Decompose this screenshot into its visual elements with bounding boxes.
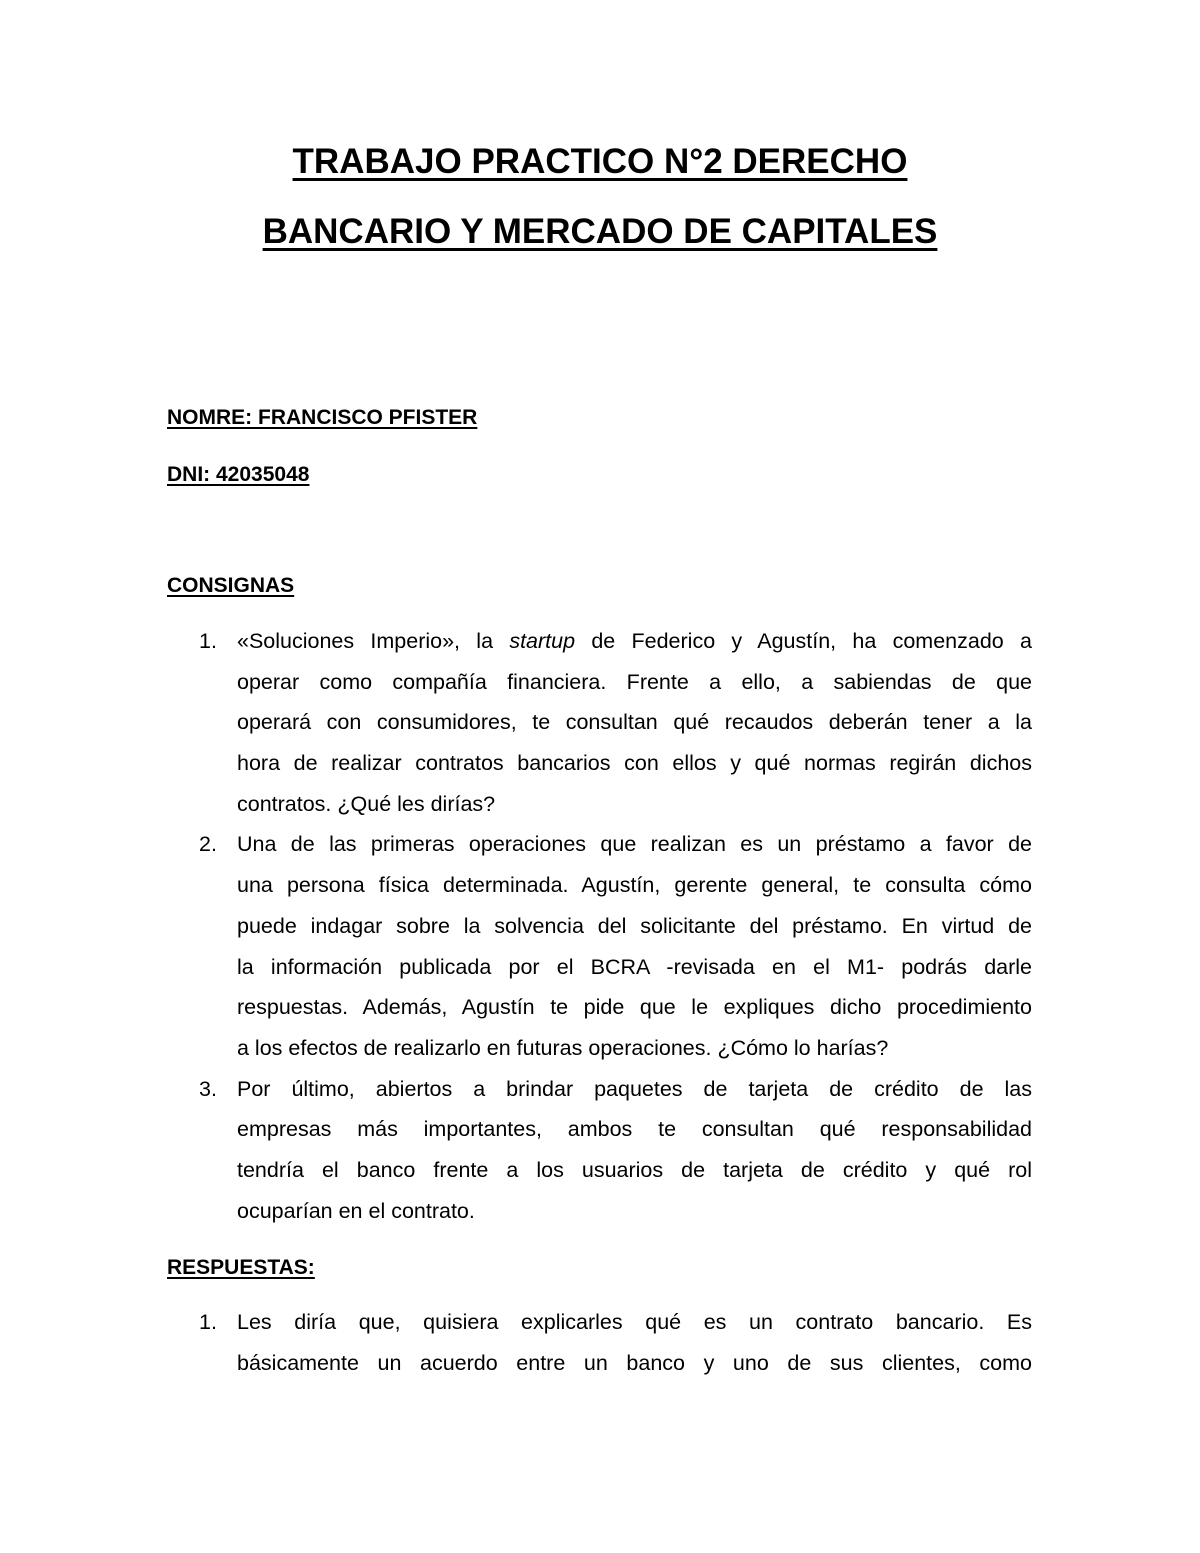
consigna-item <box>0 621 1200 824</box>
item-line: puede indagar sobre la solvencia del solicitante del préstamo. En virtud de <box>237 913 1032 938</box>
item-line: respuestas. Además, Agustín te pide que le expliques dicho procedimiento <box>237 995 1032 1020</box>
consigna-item <box>0 824 1200 1068</box>
item-line: empresas más importantes, ambos te consultan qué responsabilidad <box>237 1117 1032 1142</box>
item-body <box>237 824 1032 1068</box>
item-body <box>237 621 1032 824</box>
item-line: una persona física determinada. Agustín, gerente general, te consulta cómo <box>237 873 1032 898</box>
item-line: básicamente un acuerdo entre un banco y uno de sus clientes, como <box>237 1350 1032 1375</box>
item-line: Por último, abiertos a brindar paquetes de tarjeta de crédito de las <box>237 1076 1032 1101</box>
consignas-list <box>0 621 1200 1231</box>
item-line: la información publicada por el BCRA -revisada en el M1- podrás darle <box>237 954 1032 979</box>
document-title-line-1: TRABAJO PRACTICO N°2 DERECHO <box>292 142 908 181</box>
respuestas-heading: RESPUESTAS: <box>167 1256 315 1279</box>
student-name-field: NOMRE: FRANCISCO PFISTER <box>167 406 478 429</box>
respuesta-item <box>0 1302 1200 1383</box>
item-line: hora de realizar contratos bancarios con ellos y qué normas regirán dichos <box>237 751 1032 776</box>
item-number: 1. <box>199 629 217 653</box>
item-number: 2. <box>199 832 217 857</box>
item-line: operará con consumidores, te consultan qué recaudos deberán tener a la <box>237 710 1032 735</box>
respuestas-list <box>0 1302 1200 1383</box>
student-dni-field: DNI: 42035048 <box>167 463 310 486</box>
startup-emphasis: startup <box>509 629 576 653</box>
consignas-heading: CONSIGNAS <box>167 574 295 597</box>
item-body <box>237 1069 1032 1232</box>
item-number: 3. <box>199 1076 217 1101</box>
item-line: ocuparían en el contrato. <box>237 1198 475 1223</box>
item-line: Les diría que, quisiera explicarles qué es un contrato bancario. Es <box>237 1310 1032 1334</box>
item-line: a los efectos de realizarlo en futuras operaciones. ¿Cómo lo harías? <box>237 1035 889 1060</box>
consigna-item <box>0 1069 1200 1232</box>
item-line: «Soluciones Imperio», la startup de Federico y Agustín, ha comenzado a <box>237 629 1032 653</box>
item-body <box>237 1302 1032 1383</box>
item-line: contratos. ¿Qué les dirías? <box>237 791 496 816</box>
item-number: 1. <box>199 1310 217 1334</box>
item-line: tendría el banco frente a los usuarios de tarjeta de crédito y qué rol <box>237 1157 1032 1182</box>
document-title-line-2: BANCARIO Y MERCADO DE CAPITALES <box>262 212 938 251</box>
item-line: operar como compañía financiera. Frente a ello, a sabiendas de que <box>237 669 1032 694</box>
item-line: Una de las primeras operaciones que realizan es un préstamo a favor de <box>237 832 1032 857</box>
